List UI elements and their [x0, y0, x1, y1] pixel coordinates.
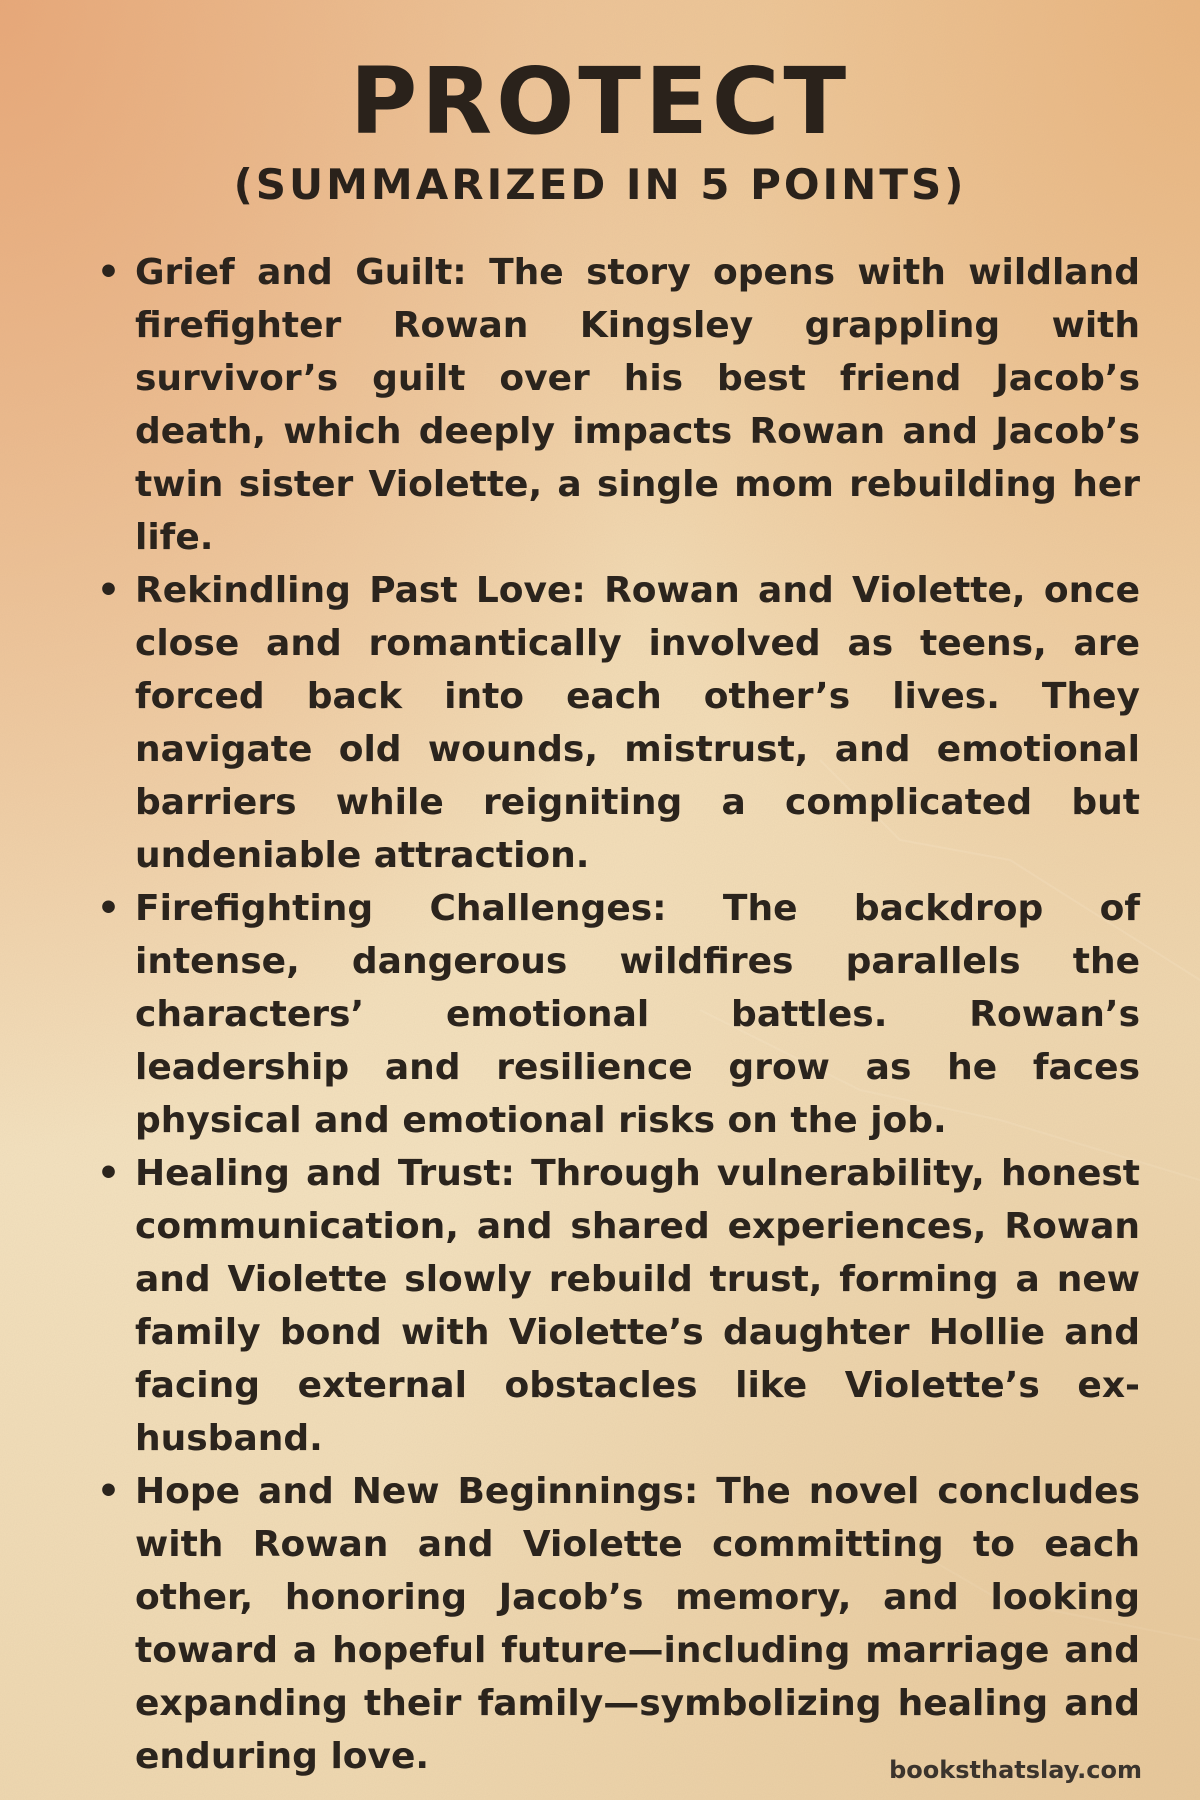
page-title: PROTECT: [349, 48, 851, 155]
header: [0, 48, 1200, 210]
bullet-icon: •: [97, 570, 121, 611]
page-subtitle: (SUMMARIZED IN 5 POINTS): [233, 160, 967, 209]
summary-point-text: Firefighting Challenges: The backdrop of intense, dangerous wildfires parallels the characters’ emotional battles. Rowan’s leadership and resilience grow as he faces physical and emotional risks on the job.: [135, 888, 1140, 1141]
bullet-icon: •: [97, 888, 121, 929]
summary-point-4: [97, 1147, 1140, 1465]
site-credit: booksthatslay.com: [889, 1756, 1142, 1784]
bullet-icon: •: [97, 1153, 121, 1194]
summary-point-5: [97, 1465, 1140, 1783]
summary-points-list: [85, 246, 1140, 1783]
bullet-icon: •: [97, 252, 121, 293]
bullet-icon: •: [97, 1471, 121, 1512]
summary-point-text: Hope and New Beginnings: The novel concludes with Rowan and Violette committing to each other, honoring Jacob’s memory, and looking toward a hopeful future—including marriage and expanding their family—symbolizing healing and enduring love.: [135, 1471, 1140, 1777]
summary-point-text: Grief and Guilt: The story opens with wildland firefighter Rowan Kingsley grappling with survivor’s guilt over his best friend Jacob’s death, which deeply impacts Rowan and Jacob’s twin sister Violette, a single mom rebuilding her life.: [135, 252, 1140, 558]
summary-point-3: [97, 882, 1140, 1147]
summary-point-text: Healing and Trust: Through vulnerability, honest communication, and shared experiences, Rowan and Violette slowly rebuild trust, forming a new family bond with Violette’s daughter Hollie and facing external obstacles like Violette’s ex-husband.: [135, 1153, 1140, 1459]
summary-point-2: [97, 564, 1140, 882]
summary-point-text: Rekindling Past Love: Rowan and Violette, once close and romantically involved as teens, are forced back into each other’s lives. They navigate old wounds, mistrust, and emotional barriers while reigniting a complicated but undeniable attraction.: [135, 570, 1140, 876]
summary-point-1: [97, 246, 1140, 564]
